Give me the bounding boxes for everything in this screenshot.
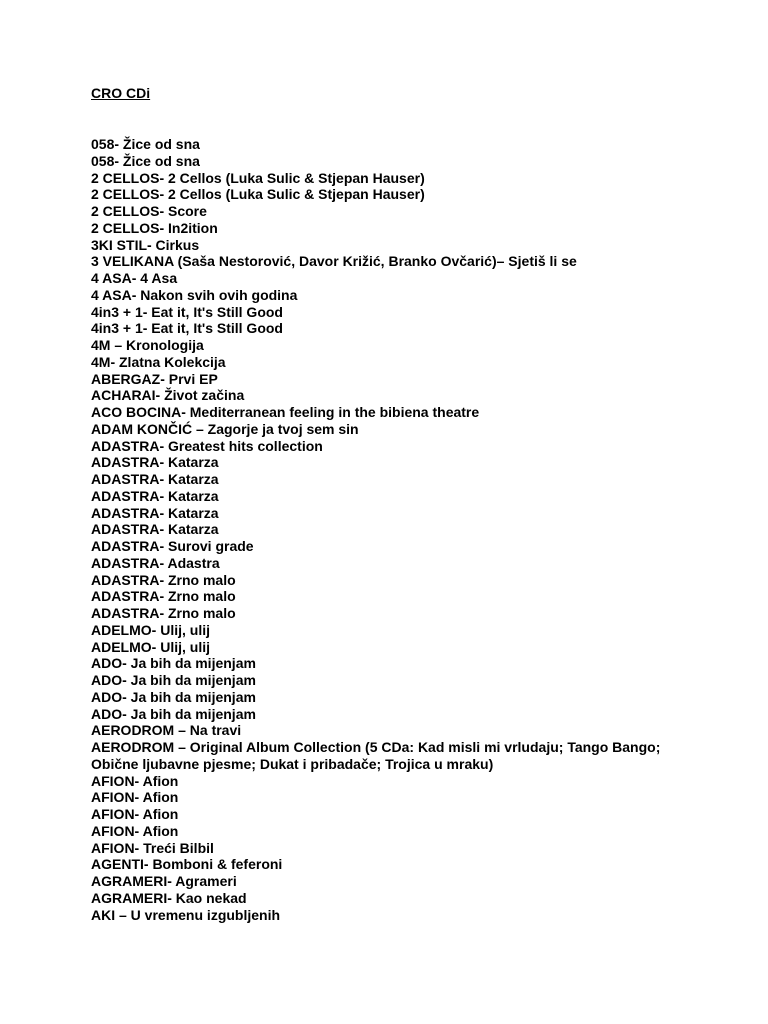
cd-list-item: ADELMO- Ulij, ulij — [91, 638, 210, 655]
cd-list-item: ADASTRA- Zrno malo — [91, 588, 236, 605]
cd-list-item: 2 CELLOS- In2ition — [91, 219, 218, 236]
cd-list-item: ADASTRA- Zrno malo — [91, 605, 236, 621]
cd-list-item: AGENTI- Bomboni & feferoni — [91, 856, 283, 873]
cd-list-item: 4M – Kronologija — [91, 337, 204, 353]
cd-list-item: 058- Žice od sna — [91, 152, 200, 169]
cd-list-item: ADASTRA- Surovi grade — [91, 538, 254, 554]
cd-list-item: ADAM KONČIĆ – Zagorje ja tvoj sem sin — [91, 420, 359, 437]
cd-list-item: ADASTRA- Katarza — [91, 454, 219, 471]
cd-list-item: 4in3 + 1- Eat it, It's Still Good — [91, 320, 283, 337]
cd-list-item: 2 CELLOS- Score — [91, 203, 207, 219]
cd-list-item: 4 ASA- 4 Asa — [91, 270, 178, 286]
cd-list-item: AGRAMERI- Agrameri — [91, 873, 237, 889]
cd-list-item: ADELMO- Ulij, ulij — [91, 621, 210, 638]
cd-list-item: 058- Žice od sna — [91, 136, 200, 152]
cd-list-item: 2 CELLOS- 2 Cellos (Luka Sulic & Stjepan Hauser) — [91, 186, 425, 203]
cd-list-item: ADASTRA- Greatest hits collection — [91, 437, 323, 454]
cd-list — [91, 136, 681, 923]
cd-list-item: ACO BOCINA- Mediterranean feeling in the bibiena theatre — [91, 404, 480, 420]
document-title: CRO CDi — [91, 85, 151, 101]
cd-list-item: 2 CELLOS- 2 Cellos (Luka Sulic & Stjepan Hauser) — [91, 169, 425, 186]
cd-list-item: ACHARAI- Život začina — [91, 387, 245, 404]
cd-list-item: AGRAMERI- Kao nekad — [91, 889, 247, 906]
cd-list-item: ABERGAZ- Prvi EP — [91, 370, 218, 387]
cd-list-item: ADO- Ja bih da mijenjam — [91, 705, 256, 722]
cd-list-item: 3KI STIL- Cirkus — [91, 236, 200, 253]
cd-list-item: AFION- Treći Bilbil — [91, 839, 214, 856]
cd-list-item: ADASTRA- Katarza — [91, 504, 219, 521]
cd-list-item: ADO- Ja bih da mijenjam — [91, 655, 256, 672]
cd-list-item: ADO- Ja bih da mijenjam — [91, 688, 256, 705]
cd-list-item: 4in3 + 1- Eat it, It's Still Good — [91, 303, 283, 320]
cd-list-item: ADASTRA- Katarza — [91, 521, 219, 538]
cd-list-item: AFION- Afion — [91, 789, 179, 806]
cd-list-item: AFION- Afion — [91, 806, 179, 822]
cd-list-item: ADASTRA- Adastra — [91, 554, 220, 571]
cd-list-item: ADASTRA- Katarza — [91, 471, 219, 487]
cd-list-item: 4 ASA- Nakon svih ovih godina — [91, 286, 298, 303]
cd-list-item: AFION- Afion — [91, 822, 179, 839]
cd-list-item: 3 VELIKANA (Saša Nestorović, Davor Križić, Branko Ovčarić)– Sjetiš li se — [91, 253, 577, 270]
cd-list-item: AFION- Afion — [91, 772, 179, 789]
cd-list-item: AKI – U vremenu izgubljenih — [91, 906, 281, 923]
cd-list-item: AERODROM – Na travi — [91, 722, 242, 739]
cd-list-item: 4M- Zlatna Kolekcija — [91, 353, 226, 370]
cd-list-item: ADASTRA- Katarza — [91, 487, 219, 504]
cd-list-item: AERODROM – Original Album Collection (5 CDa: Kad misli mi vrludaju; Tango Bango; Obične ljubavne pjesme; Dukat i pribadače; Trojica u mraku) — [91, 739, 661, 772]
cd-list-item: ADASTRA- Zrno malo — [91, 571, 236, 588]
cd-list-item: ADO- Ja bih da mijenjam — [91, 672, 256, 688]
